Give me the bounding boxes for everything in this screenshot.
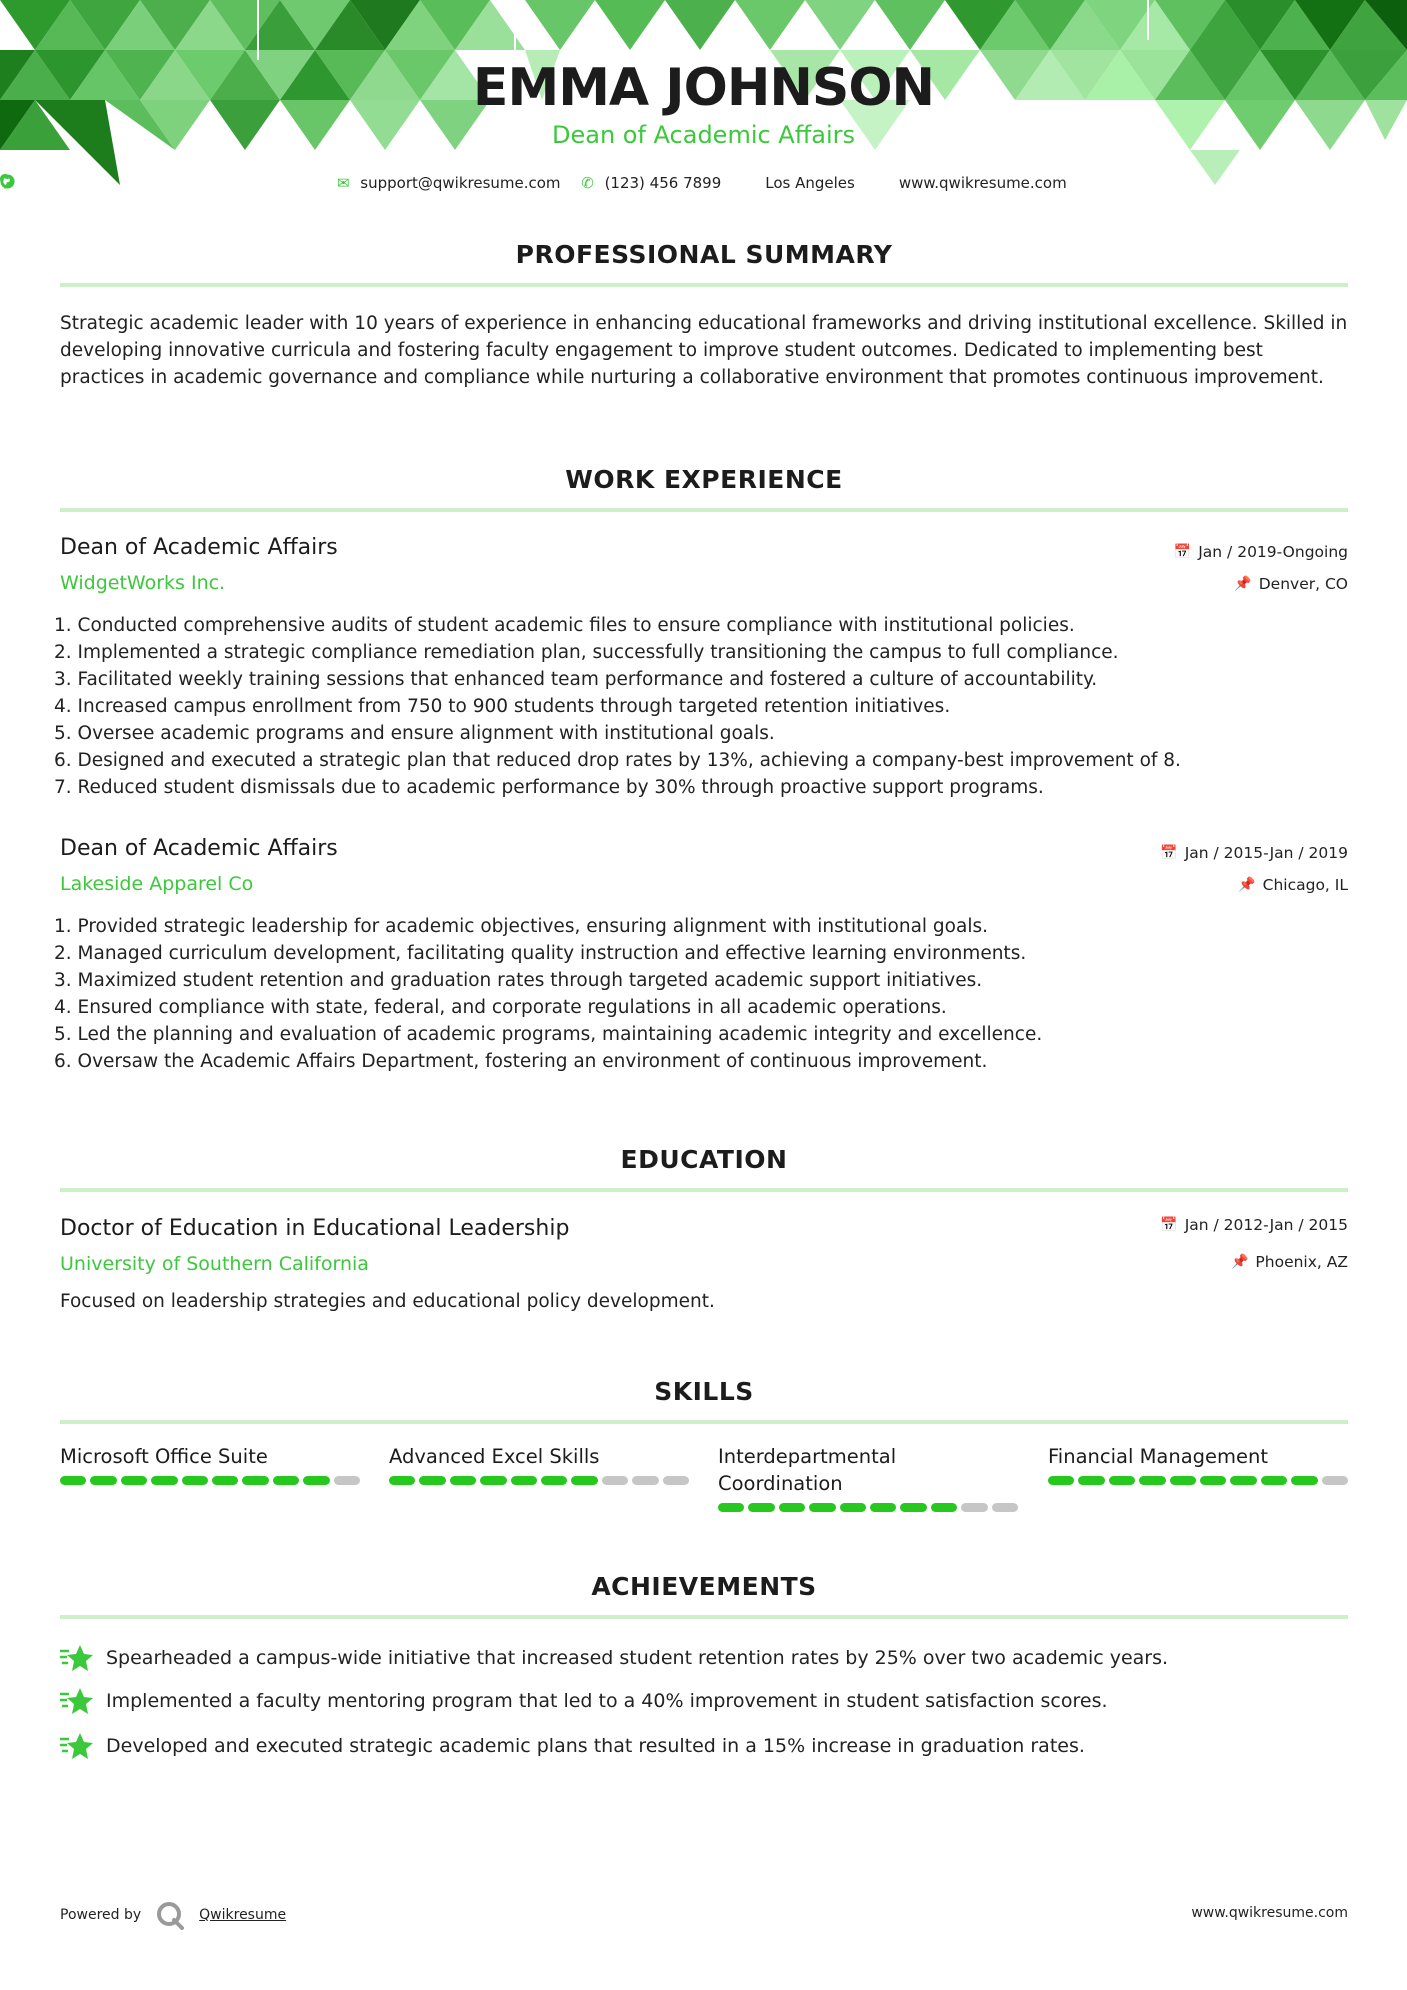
skill-segment-filled — [419, 1476, 445, 1485]
qwikresume-link[interactable]: Qwikresume — [199, 1907, 287, 1923]
education-location-text: Phoenix, AZ — [1255, 1253, 1348, 1271]
skill-advanced-excel — [389, 1443, 689, 1485]
skill-segment-empty — [602, 1476, 628, 1485]
contact-bar — [0, 174, 1407, 192]
skill-name: Financial Management — [1048, 1445, 1269, 1468]
list-item: 2. Implemented a strategic compliance remediation plan, successfully transitioning the campus to full compliance. — [54, 642, 1119, 663]
list-item: 2. Managed curriculum development, facilitating quality instruction and effective learning environments. — [54, 943, 1027, 964]
job-2-location-text: Chicago, IL — [1262, 876, 1348, 894]
calendar-icon: 📅 — [1160, 1217, 1178, 1233]
skill-name: Microsoft Office Suite — [60, 1445, 268, 1468]
summary-heading: PROFESSIONAL SUMMARY — [515, 240, 893, 269]
skill-segment-empty — [992, 1503, 1018, 1512]
education-heading: EDUCATION — [620, 1145, 788, 1174]
header-banner — [0, 0, 1407, 200]
skill-segment-filled — [840, 1503, 866, 1512]
skill-segment-empty — [663, 1476, 689, 1485]
candidate-name: EMMA JOHNSON — [472, 58, 935, 118]
skill-segment-filled — [870, 1503, 896, 1512]
skill-segment-filled — [389, 1476, 415, 1485]
work-divider — [60, 508, 1348, 512]
skill-segment-filled — [182, 1476, 208, 1485]
skill-level-bar — [389, 1476, 689, 1485]
star-icon — [60, 1686, 94, 1716]
job-2-title: Dean of Academic Affairs — [60, 836, 338, 861]
job-1-date-text: Jan / 2019-Ongoing — [1198, 543, 1348, 561]
education-description: Focused on leadership strategies and educational policy development. — [60, 1291, 715, 1312]
skill-segment-filled — [60, 1476, 86, 1485]
skill-segment-filled — [1291, 1476, 1317, 1485]
job-2-date-text: Jan / 2015-Jan / 2019 — [1184, 844, 1348, 862]
location-text: Los Angeles — [765, 174, 855, 192]
skill-segment-filled — [541, 1476, 567, 1485]
calendar-icon: 📅 — [1173, 544, 1192, 560]
job-2-location — [1238, 876, 1348, 894]
skill-financial-management — [1048, 1443, 1348, 1485]
skill-segment-filled — [90, 1476, 116, 1485]
skill-segment-filled — [242, 1476, 268, 1485]
job-1-title: Dean of Academic Affairs — [60, 535, 338, 560]
list-item: 3. Facilitated weekly training sessions that enhanced team performance and fostered a culture of accountability. — [54, 669, 1098, 690]
job-1-duties — [54, 612, 1354, 801]
skill-segment-filled — [273, 1476, 299, 1485]
skill-segment-filled — [480, 1476, 506, 1485]
list-item: 1. Conducted comprehensive audits of student academic files to ensure compliance with institutional policies. — [54, 615, 1075, 636]
skill-name: Advanced Excel Skills — [389, 1445, 600, 1468]
summary-divider — [60, 283, 1348, 287]
envelope-icon: ✉ — [336, 174, 350, 192]
skill-segment-filled — [303, 1476, 329, 1485]
skill-segment-filled — [121, 1476, 147, 1485]
pin-icon: 📌 — [1238, 877, 1256, 893]
education-date-text: Jan / 2012-Jan / 2015 — [1184, 1216, 1348, 1234]
skill-segment-filled — [1109, 1476, 1135, 1485]
website-text: www.qwikresume.com — [898, 174, 1067, 192]
skill-segment-empty — [334, 1476, 360, 1485]
qwikresume-logo-icon — [155, 1900, 185, 1930]
summary-text: Strategic academic leader with 10 years of experience in enhancing educational frameworks and driving institutional excellence. Skilled in developing innovative curricula and fostering faculty engagement to improve student outcomes. Dedicated to implementing best practices in academic governance and compliance while nurturing a collaborative environment that promotes continuous improvement. — [60, 313, 1348, 388]
skills-heading: SKILLS — [654, 1377, 754, 1406]
star-icon — [60, 1643, 94, 1673]
skill-segment-filled — [748, 1503, 774, 1512]
skill-segment-filled — [571, 1476, 597, 1485]
skill-level-bar — [1048, 1476, 1348, 1485]
list-item: 1. Provided strategic leadership for academic objectives, ensuring alignment with institutional goals. — [54, 916, 988, 937]
skill-segment-filled — [1261, 1476, 1287, 1485]
job-2-company: Lakeside Apparel Co — [60, 873, 254, 895]
job-2-duties — [54, 913, 1354, 1075]
skill-segment-filled — [212, 1476, 238, 1485]
skill-level-bar — [718, 1503, 1018, 1512]
achievement-item — [60, 1731, 1085, 1761]
list-item: 3. Maximized student retention and graduation rates through targeted academic support initiatives. — [54, 970, 983, 991]
skill-name: Interdepartmental Coordination — [718, 1445, 897, 1495]
education-date — [1160, 1216, 1348, 1234]
list-item: 5. Oversee academic programs and ensure alignment with institutional goals. — [54, 723, 775, 744]
skill-segment-empty — [632, 1476, 658, 1485]
skill-segment-filled — [1048, 1476, 1074, 1485]
footer-powered-by — [60, 1900, 286, 1930]
achievement-text: Spearheaded a campus-wide initiative that increased student retention rates by 25% over two academic years. — [106, 1647, 1169, 1669]
list-item: 4. Increased campus enrollment from 750 to 900 students through targeted retention initiatives. — [54, 696, 951, 717]
skill-segment-filled — [1078, 1476, 1104, 1485]
skill-segment-filled — [809, 1503, 835, 1512]
achievements-heading: ACHIEVEMENTS — [591, 1572, 817, 1601]
skill-segment-filled — [1139, 1476, 1165, 1485]
list-item: 5. Led the planning and evaluation of academic programs, maintaining academic integrity and excellence. — [54, 1024, 1043, 1045]
education-degree: Doctor of Education in Educational Leadership — [60, 1216, 570, 1241]
skill-interdepartmental — [718, 1443, 1018, 1512]
candidate-role: Dean of Academic Affairs — [551, 121, 856, 149]
skill-segment-filled — [1230, 1476, 1256, 1485]
job-1-date — [1174, 543, 1348, 561]
achievement-text: Developed and executed strategic academic plans that resulted in a 15% increase in graduation rates. — [106, 1735, 1085, 1757]
contact-website[interactable] — [873, 174, 1067, 192]
education-location — [1231, 1253, 1348, 1271]
list-item: 4. Ensured compliance with state, federal, and corporate regulations in all academic operations. — [54, 997, 947, 1018]
list-item: 6. Designed and executed a strategic plan that reduced drop rates by 13%, achieving a company-best improvement of 8. — [54, 750, 1181, 771]
skill-segment-filled — [931, 1503, 957, 1512]
education-school: University of Southern California — [60, 1253, 369, 1275]
work-heading: WORK EXPERIENCE — [565, 465, 843, 494]
skill-segment-filled — [779, 1503, 805, 1512]
job-1-company: WidgetWorks Inc. — [60, 572, 226, 594]
skill-segment-empty — [961, 1503, 987, 1512]
education-divider — [60, 1188, 1348, 1192]
achievement-item — [60, 1686, 1108, 1716]
phone-text: (123) 456 7899 — [604, 174, 722, 192]
skill-segment-filled — [511, 1476, 537, 1485]
pin-icon: 📌 — [1234, 576, 1252, 592]
contact-location — [739, 174, 855, 192]
footer-website[interactable]: www.qwikresume.com — [1191, 1905, 1348, 1921]
skill-level-bar — [60, 1476, 360, 1485]
pin-icon: 📌 — [1230, 1254, 1249, 1270]
skill-segment-filled — [900, 1503, 926, 1512]
list-item: 7. Reduced student dismissals due to academic performance by 30% through proactive support programs. — [54, 777, 1044, 798]
contact-phone[interactable] — [579, 174, 722, 192]
skill-segment-filled — [151, 1476, 177, 1485]
job-1-location — [1234, 575, 1348, 593]
phone-icon: ✆ — [581, 174, 594, 192]
star-icon — [60, 1731, 94, 1761]
list-item: 6. Oversaw the Academic Affairs Department, fostering an environment of continuous improvement. — [54, 1051, 988, 1072]
job-2-date — [1160, 844, 1348, 862]
job-1-location-text: Denver, CO — [1258, 575, 1348, 593]
skills-divider — [60, 1420, 1348, 1424]
skill-segment-empty — [1322, 1476, 1348, 1485]
email-text: support@qwikresume.com — [360, 174, 561, 192]
calendar-icon: 📅 — [1160, 845, 1178, 861]
contact-email[interactable] — [334, 174, 560, 192]
skill-segment-filled — [718, 1503, 744, 1512]
achievement-item — [60, 1643, 1168, 1673]
skill-microsoft-office — [60, 1443, 360, 1485]
achievement-text: Implemented a faculty mentoring program that led to a 40% improvement in student satisfaction scores. — [106, 1690, 1108, 1712]
skill-segment-filled — [450, 1476, 476, 1485]
achievements-divider — [60, 1615, 1348, 1619]
skill-segment-filled — [1170, 1476, 1196, 1485]
skill-segment-filled — [1200, 1476, 1226, 1485]
powered-by-label: Powered by — [60, 1907, 142, 1923]
